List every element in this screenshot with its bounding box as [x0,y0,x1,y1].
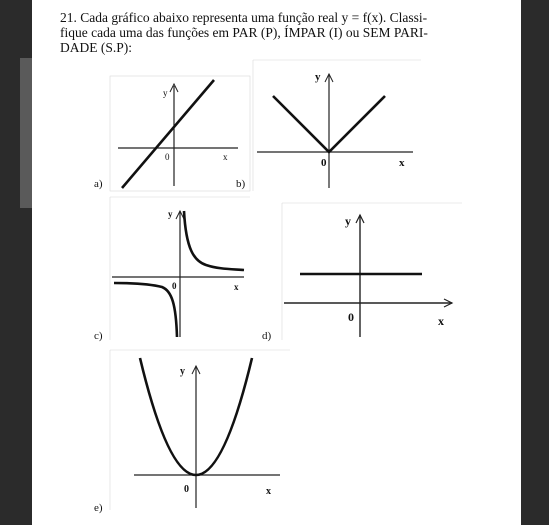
graph-a-letter: a) [94,178,103,190]
graph-b [253,60,421,191]
graph-c [110,197,250,340]
graph-d-origin-label: 0 [348,310,354,324]
graph-b-letter: b) [236,178,246,190]
question-line-2: fique cada uma das funções em PAR (P), ÍMPAR (I) ou SEM PARI- [60,25,428,40]
graph-a-curve [122,80,214,188]
graph-e-y-label: y [180,366,185,377]
graph-c-x-label: x [234,282,239,292]
right-page-edge [521,0,549,525]
question-line-1: 21. Cada gráfico abaixo representa uma função real y = f(x). Classi- [60,10,428,25]
graph-e-letter: e) [94,502,103,514]
graph-a-origin-label: 0 [165,152,170,162]
graph-c-curve-left [114,283,177,337]
left-page-edge-mark [20,58,32,208]
graph-e-origin-label: 0 [184,484,189,495]
graph-b-origin-label: 0 [321,157,327,169]
graph-d [282,203,462,340]
graph-c-curve-right [184,211,244,270]
graph-c-y-label: y [168,209,173,219]
graph-e-x-label: x [266,486,271,497]
graph-c-letter: c) [94,330,103,342]
graph-b-y-label: y [315,71,321,83]
graph-a-y-label: y [163,88,168,98]
graph-d-y-label: y [345,214,351,228]
graph-e [110,350,290,510]
graph-d-x-label: x [438,314,444,328]
graph-b-x-label: x [399,157,405,169]
graph-a-x-label: x [223,152,228,162]
graph-a-frame [110,76,250,191]
graph-a [110,76,250,191]
graph-c-origin-label: 0 [172,281,177,291]
question-line-3: DADE (S.P): [60,40,133,55]
question-text [60,10,490,55]
graph-d-letter: d) [262,330,272,342]
